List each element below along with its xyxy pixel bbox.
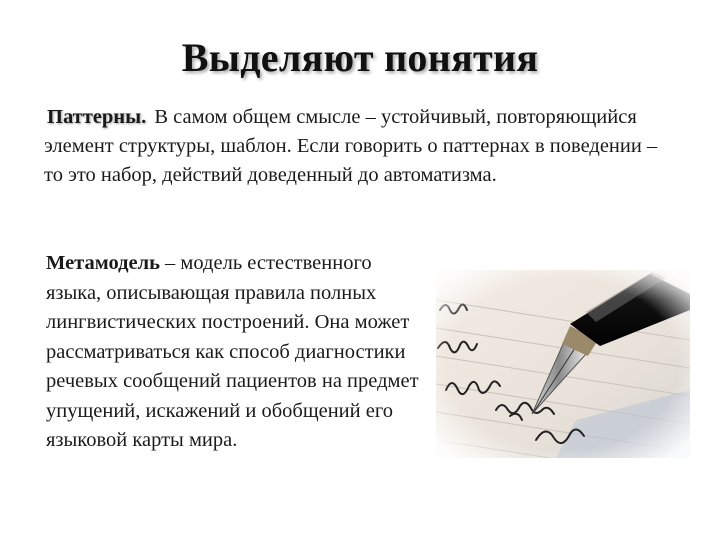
fountain-pen-icon [436, 270, 690, 458]
metamodel-term: Метамодель [46, 252, 160, 274]
patterns-definition: В самом общем смысле – устойчивый, повторяющийся элемент структуры, шаблон. Если говорить о паттернах в поведении – то это набор, действий доведенный до автоматизма. [44, 106, 658, 186]
metamodel-definition: – модель естественного языка, описывающая правила полных лингвистических построений. Она может рассматриваться как способ диагностики речевых сообщений пациентов на предмет упущений, искажений и обобщений его языковой карты мира. [46, 252, 419, 451]
metamodel-paragraph [46, 249, 426, 456]
slide-title: Выделяют понятия [181, 35, 539, 80]
patterns-term: Паттерны. [47, 106, 147, 128]
patterns-paragraph [44, 103, 674, 190]
fountain-pen-image [436, 270, 690, 458]
